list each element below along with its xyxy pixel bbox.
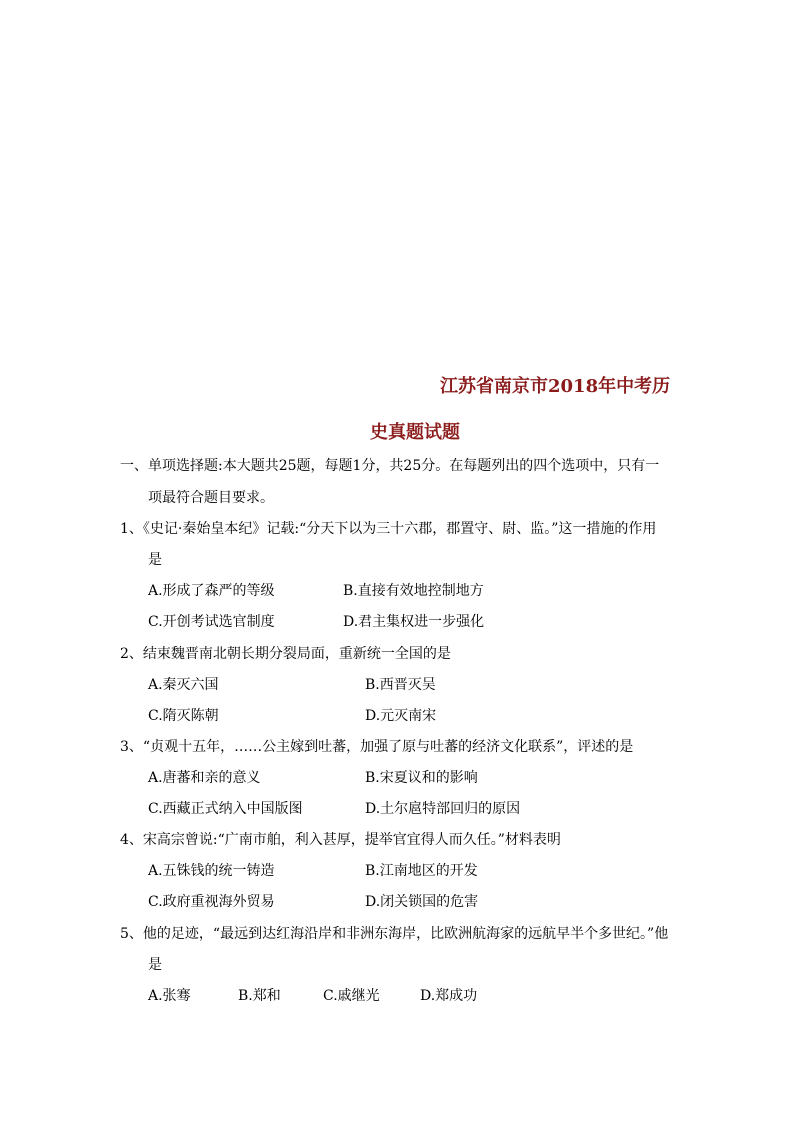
section-heading-line1: 一、单项选择题:本大题共25题，每题1分，共25分。在每题列出的四个选项中，只有一 <box>120 458 660 474</box>
question-2-option-c: C.隋灭陈朝 <box>148 708 219 724</box>
question-5-option-c: C.戚继光 <box>323 988 380 1004</box>
question-4-option-a: A.五铢钱的统一铸造 <box>148 863 275 879</box>
question-4-option-d: D.闭关锁国的危害 <box>365 894 479 910</box>
question-5-option-d: D.郑成功 <box>420 988 478 1004</box>
question-4-stem-line1: 4、宋高宗曾说:“广南市舶，利入甚厚，提举官宜得人而久任。”材料表明 <box>120 832 561 848</box>
question-3-option-c: C.西藏正式纳入中国版图 <box>148 801 303 817</box>
question-3-stem-line1: 3、“贞观十五年，……公主嫁到吐蕃，加强了原与吐蕃的经济文化联系”，评述的是 <box>120 739 634 755</box>
question-1-stem-line1: 1、《史记·秦始皇本纪》记载:“分天下以为三十六郡，郡置守、尉、监。”这一措施的作用 <box>120 521 657 537</box>
question-2-option-a: A.秦灭六国 <box>148 677 219 693</box>
question-3-option-a: A.唐蕃和亲的意义 <box>148 770 261 786</box>
question-1-option-d: D.君主集权进一步强化 <box>343 614 485 630</box>
exam-title-line2: 史真题试题 <box>370 422 460 443</box>
question-5-option-a: A.张骞 <box>148 988 191 1004</box>
question-1-option-b: B.直接有效地控制地方 <box>343 583 484 599</box>
question-5-option-b: B.郑和 <box>238 988 281 1004</box>
question-3-option-b: B.宋夏议和的影响 <box>365 770 478 786</box>
question-5-stem-line2: 是 <box>148 957 162 973</box>
question-3-option-d: D.土尔扈特部回归的原因 <box>365 801 521 817</box>
question-2-option-d: D.元灭南宋 <box>365 708 437 724</box>
question-2-stem-line1: 2、结束魏晋南北朝长期分裂局面，重新统一全国的是 <box>120 646 451 662</box>
exam-title-line1: 江苏省南京市2018年中考历 <box>440 376 671 397</box>
question-5-stem-line1: 5、他的足迹，“最远到达红海沿岸和非洲东海岸，比欧洲航海家的远航早半个多世纪。”他 <box>120 926 669 942</box>
section-heading-line2: 项最符合题目要求。 <box>148 490 274 506</box>
question-1-option-a: A.形成了森严的等级 <box>148 583 275 599</box>
question-1-stem-line2: 是 <box>148 552 162 568</box>
question-4-option-b: B.江南地区的开发 <box>365 863 478 879</box>
question-1-option-c: C.开创考试选官制度 <box>148 614 275 630</box>
question-4-option-c: C.政府重视海外贸易 <box>148 894 275 910</box>
question-2-option-b: B.西晋灭吴 <box>365 677 436 693</box>
